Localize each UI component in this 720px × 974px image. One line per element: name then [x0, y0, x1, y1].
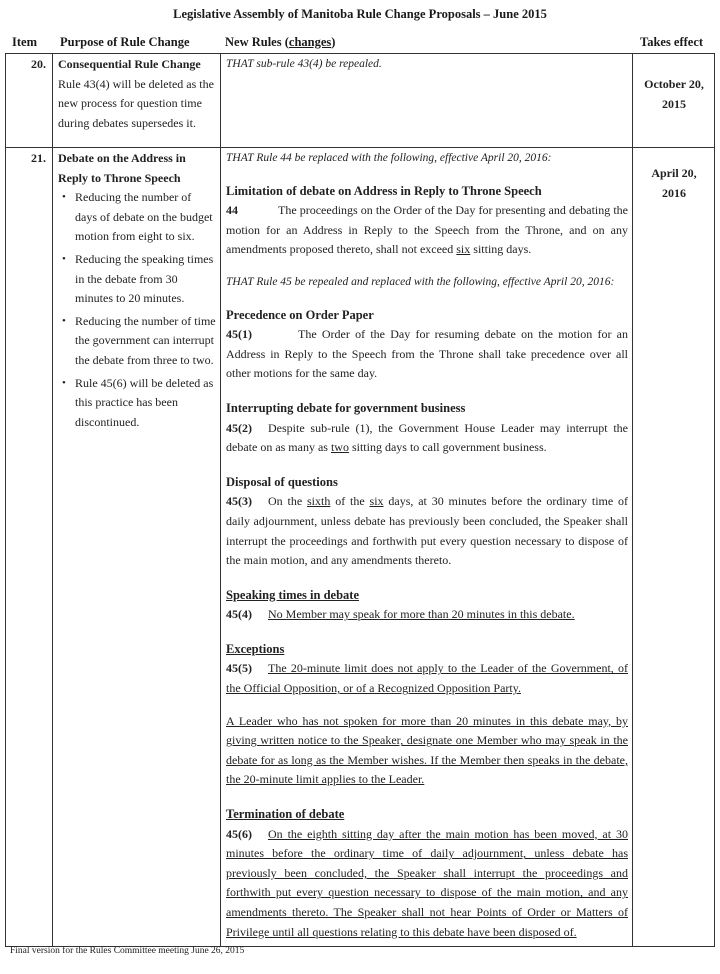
section-text-45-5 [226, 659, 628, 698]
purpose-cell [53, 54, 221, 148]
section-number: 44 [226, 203, 238, 218]
text: The proceedings on the Order of the Day for presenting and debating the motion for an Address in Reply to the Speech from the Throne, and on any amendments proposed thereto, shall not exceed [226, 203, 628, 257]
changed-text: six [456, 242, 471, 257]
header-new-rules-changes: changes [288, 35, 332, 49]
text: On the eighth sitting day after the main motion has been moved, at 30 minutes before the ordinary time of daily adjournment, unless debate has previously been concluded, the Speaker shall interrupt the proceedings and forthwith put every question necessary to dispose of the main motion, and any amendments thereto. The Speaker shall not hear Points of Order or Matters of Privilege until all questions relating to this debate have been disposed of. [226, 826, 628, 939]
section-number: 45(2) [226, 420, 252, 435]
text: sitting days. [470, 242, 532, 257]
header-new-rules-prefix: New Rules ( [225, 35, 289, 49]
table-row-21 [6, 148, 715, 947]
rule-intro: THAT sub-rule 43(4) be repealed. [226, 58, 382, 70]
takes-effect-date: April 20, 2016 [651, 166, 697, 200]
section-heading-45-6: Termination of debate [226, 807, 345, 822]
purpose-cell [53, 148, 221, 947]
text: No Member may speak for more than 20 minutes in this debate. [268, 607, 575, 622]
purpose-text: Rule 43(4) will be deleted as the new process for question time during debates supersedes it. [58, 76, 214, 130]
section-number: 45(3) [226, 494, 252, 509]
changed-text: sixth [307, 494, 331, 509]
document-footer: Final version for the Rules Committee meeting June 26, 2015 [10, 946, 245, 956]
text: Despite sub-rule (1), the Government House Leader may interrupt the debate on as many as [226, 420, 628, 455]
purpose-bullet-list [58, 188, 216, 432]
section-number: 45(6) [226, 826, 252, 841]
text: sitting days to call government business. [348, 440, 547, 455]
takes-effect-date: October 20, 2015 [644, 77, 704, 111]
section-heading-45-2: Interrupting debate for government business [226, 400, 466, 415]
header-purpose: Purpose of Rule Change [60, 35, 190, 49]
section-text-45-1 [226, 325, 628, 384]
rule-intro-44: THAT Rule 44 be replaced with the following, effective April 20, 2016: [226, 152, 552, 164]
text: of the [330, 494, 370, 509]
rules-table [5, 53, 715, 947]
section-text-44 [226, 201, 628, 260]
section-number: 45(5) [226, 661, 252, 676]
section-text-45-3 [226, 492, 628, 570]
takes-effect-cell [633, 54, 715, 148]
section-heading-45-4: Speaking times in debate [226, 587, 360, 602]
section-heading-44: Limitation of debate on Address in Reply to Throne Speech [226, 183, 542, 198]
header-takes-effect: Takes effect [640, 35, 704, 49]
header-new-rules-suffix: ) [331, 35, 336, 49]
changed-text: two [330, 440, 349, 455]
section-text-45-2 [226, 419, 628, 458]
section-text-45-6 [226, 825, 628, 943]
purpose-bullet: • Reducing the speaking times in the debate from 30 minutes to 20 minutes. [75, 250, 216, 309]
section-heading-45-1: Precedence on Order Paper [226, 307, 374, 322]
section-text-45-5-para2: A Leader who has not spoken for more than 20 minutes in this debate may, by giving written notice to the Speaker, designate one Member who may speak in the debate for as long as the Member wishes. If the Member then speaks in the debate, the 20-minute limit applies to the Leader. [226, 713, 628, 787]
header-new-rules [225, 35, 335, 50]
section-text-45-4 [226, 605, 628, 625]
section-heading-45-3: Disposal of questions [226, 474, 338, 489]
section-number: 45(4) [226, 607, 252, 622]
rule-intro-45: THAT Rule 45 be repealed and replaced with the following, effective April 20, 2016: [226, 275, 615, 288]
purpose-title: Consequential Rule Change [58, 57, 201, 71]
takes-effect-cell [633, 148, 715, 947]
document-title: Legislative Assembly of Manitoba Rule Change Proposals – June 2015 [173, 7, 547, 21]
header-item: Item [12, 35, 37, 49]
purpose-bullet: • Rule 45(6) will be deleted as this practice has been discontinued. [75, 374, 216, 433]
new-rules-cell [221, 148, 633, 947]
section-heading-45-5: Exceptions [226, 641, 285, 656]
text: The Order of the Day for resuming debate on the motion for an Address in Reply to the Speech from the Throne shall take precedence over all other motions for the same day. [226, 327, 628, 381]
table-row-20 [6, 54, 715, 148]
section-number: 45(1) [226, 327, 252, 342]
item-number: 21. [6, 148, 53, 947]
item-number: 20. [6, 54, 53, 148]
purpose-bullet: • Reducing the number of days of debate on the budget motion from eight to six. [75, 188, 216, 247]
purpose-bullet: • Reducing the number of time the government can interrupt the debate from three to two. [75, 312, 216, 371]
new-rules-cell [221, 54, 633, 148]
text: days, at 30 minutes before the ordinary time of daily adjournment, unless debate has previously been concluded, the Speaker shall interrupt the proceedings and forthwith put every question necessary to dispose of the main motion, and any amendments thereto. [226, 494, 629, 568]
changed-text: six [369, 494, 384, 509]
text: The 20-minute limit does not apply to the Leader of the Government, of the Official Opposition, or of a Recognized Opposition Party. [226, 661, 628, 696]
text: On the [268, 494, 308, 509]
purpose-title: Debate on the Address in Reply to Throne Speech [58, 151, 186, 185]
